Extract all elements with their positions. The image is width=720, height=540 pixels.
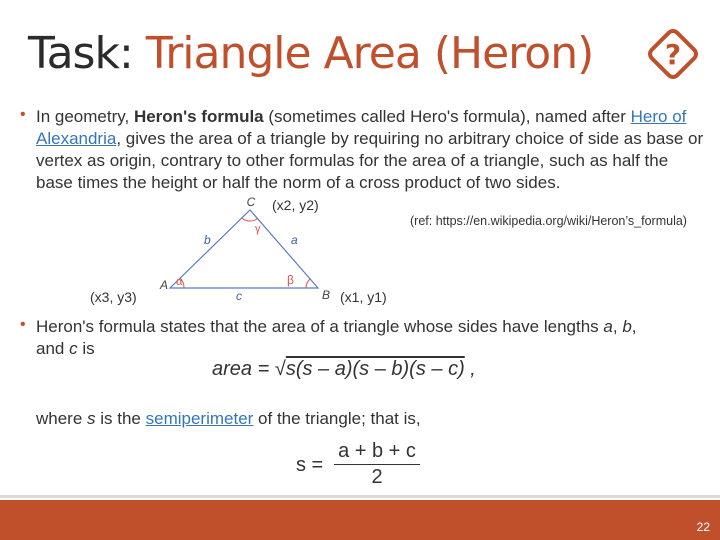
sqrt-symbol: √: [274, 358, 286, 380]
heron-bold: Heron's formula: [133, 107, 264, 126]
title-prefix: Task:: [28, 28, 133, 79]
heron-area-formula: area = √s(s – a)(s – b)(s – c) ,: [212, 358, 476, 380]
fraction: [334, 440, 420, 489]
slide-title: [28, 28, 593, 79]
question-glyph: ?: [664, 38, 682, 71]
bullet-marker-1: •: [20, 106, 26, 123]
vertex-a-label: A: [160, 278, 169, 292]
radicand: s(s – a)(s – b)(s – c): [285, 358, 465, 380]
coord-c: (x2, y2): [272, 197, 319, 213]
vertex-b-label: B: [322, 288, 331, 302]
vertex-c-label: C: [246, 195, 256, 209]
coord-a: (x3, y3): [90, 289, 137, 305]
question-icon: [644, 25, 702, 83]
side-c-label: c: [236, 289, 242, 302]
footer-bar: [0, 500, 720, 540]
coord-b: (x1, y1): [340, 289, 387, 305]
angle-beta-label: β: [287, 273, 294, 287]
title-main: Triangle Area (Heron): [145, 28, 594, 79]
bullet-marker-2: •: [20, 316, 26, 333]
angle-gamma-label: γ: [255, 223, 261, 235]
bullet-1-text: In geometry, Heron's formula (sometimes called Hero's formula), named after Hero of Alexandria, gives the area of a triangle by requiring no arbitrary choice of side as base or vertex as origin, contrary to other formulas for the area of a triangle, such as half the base times the height or half the norm of a cross product of two sides.: [36, 107, 704, 192]
numerator: a + b + c: [334, 440, 420, 465]
side-a-label: a: [291, 233, 298, 247]
hero-of-alexandria-link[interactable]: Hero of Alexandria: [36, 107, 687, 148]
angle-alpha-label: α: [176, 276, 183, 288]
reference-note: (ref: https://en.wikipedia.org/wiki/Heron’s_formula): [410, 214, 687, 228]
semiperimeter-link[interactable]: semiperimeter: [145, 409, 254, 428]
bullet-2-text: Heron's formula states that the area of a triangle whose sides have lengths a, b, and c is: [36, 317, 637, 358]
page-number: 22: [696, 520, 710, 534]
footer-divider: [0, 495, 720, 498]
side-b-label: b: [204, 233, 211, 247]
denominator: 2: [371, 466, 383, 488]
semiperimeter-line: where s is the semiperimeter of the triangle; that is,: [36, 409, 421, 428]
s-equals: s =: [296, 454, 324, 476]
